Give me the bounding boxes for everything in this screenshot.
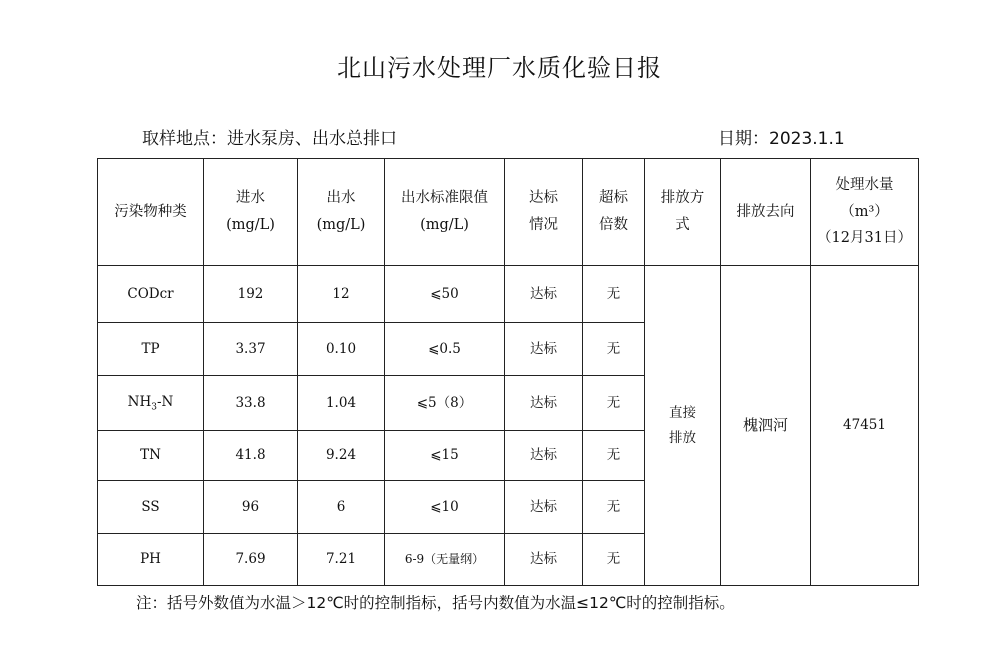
status-cell: 达标 bbox=[505, 376, 583, 431]
influent-cell: 33.8 bbox=[204, 376, 298, 431]
col-discharge-dest: 排放去向 bbox=[721, 159, 811, 266]
influent-cell: 41.8 bbox=[204, 431, 298, 481]
status-cell: 达标 bbox=[505, 323, 583, 376]
header-row bbox=[98, 159, 919, 266]
effluent-cell: 12 bbox=[298, 266, 385, 323]
limit-cell: ⩽15 bbox=[385, 431, 505, 481]
effluent-cell: 7.21 bbox=[298, 534, 385, 586]
exceed-cell: 无 bbox=[583, 266, 645, 323]
pollutant-cell: SS bbox=[98, 481, 204, 534]
col-limit: 出水标准限值 (mg/L) bbox=[385, 159, 505, 266]
pollutant-cell: $NH_3-N$ bbox=[98, 376, 204, 431]
water-quality-table bbox=[97, 158, 919, 586]
table-row bbox=[98, 266, 919, 323]
exceed-cell: 无 bbox=[583, 431, 645, 481]
col-pollutant: 污染物种类 bbox=[98, 159, 204, 266]
status-cell: 达标 bbox=[505, 534, 583, 586]
treated-volume-cell: 47451 bbox=[811, 266, 919, 586]
pollutant-cell: PH bbox=[98, 534, 204, 586]
report-date: 日期：2023.1.1 bbox=[718, 129, 845, 149]
exceed-cell: 无 bbox=[583, 323, 645, 376]
status-cell: 达标 bbox=[505, 431, 583, 481]
exceed-cell: 无 bbox=[583, 481, 645, 534]
limit-cell: 6-9（无量纲） bbox=[385, 534, 505, 586]
influent-cell: 3.37 bbox=[204, 323, 298, 376]
discharge-method-cell: 直接 排放 bbox=[645, 266, 721, 586]
status-cell: 达标 bbox=[505, 481, 583, 534]
col-effluent: 出水 (mg/L) bbox=[298, 159, 385, 266]
influent-cell: 7.69 bbox=[204, 534, 298, 586]
pollutant-cell: TN bbox=[98, 431, 204, 481]
pollutant-cell: CODcr bbox=[98, 266, 204, 323]
limit-cell: ⩽0.5 bbox=[385, 323, 505, 376]
sampling-location: 取样地点：进水泵房、出水总排口 bbox=[142, 129, 397, 149]
report-title: 北山污水处理厂水质化验日报 bbox=[337, 54, 662, 82]
effluent-cell: 0.10 bbox=[298, 323, 385, 376]
limit-cell: ⩽10 bbox=[385, 481, 505, 534]
col-status: 达标 情况 bbox=[505, 159, 583, 266]
effluent-cell: 1.04 bbox=[298, 376, 385, 431]
limit-cell: ⩽5（8） bbox=[385, 376, 505, 431]
col-influent: 进水 (mg/L) bbox=[204, 159, 298, 266]
footnote: 注：括号外数值为水温＞12℃时的控制指标，括号内数值为水温≤12℃时的控制指标。 bbox=[136, 594, 735, 612]
influent-cell: 192 bbox=[204, 266, 298, 323]
pollutant-cell: TP bbox=[98, 323, 204, 376]
limit-cell: ⩽50 bbox=[385, 266, 505, 323]
exceed-cell: 无 bbox=[583, 376, 645, 431]
col-volume: 处理水量 （m³） （12月31日） bbox=[811, 159, 919, 266]
influent-cell: 96 bbox=[204, 481, 298, 534]
status-cell: 达标 bbox=[505, 266, 583, 323]
exceed-cell: 无 bbox=[583, 534, 645, 586]
col-exceed: 超标 倍数 bbox=[583, 159, 645, 266]
effluent-cell: 9.24 bbox=[298, 431, 385, 481]
col-discharge-method: 排放方 式 bbox=[645, 159, 721, 266]
discharge-dest-cell: 槐泗河 bbox=[721, 266, 811, 586]
effluent-cell: 6 bbox=[298, 481, 385, 534]
